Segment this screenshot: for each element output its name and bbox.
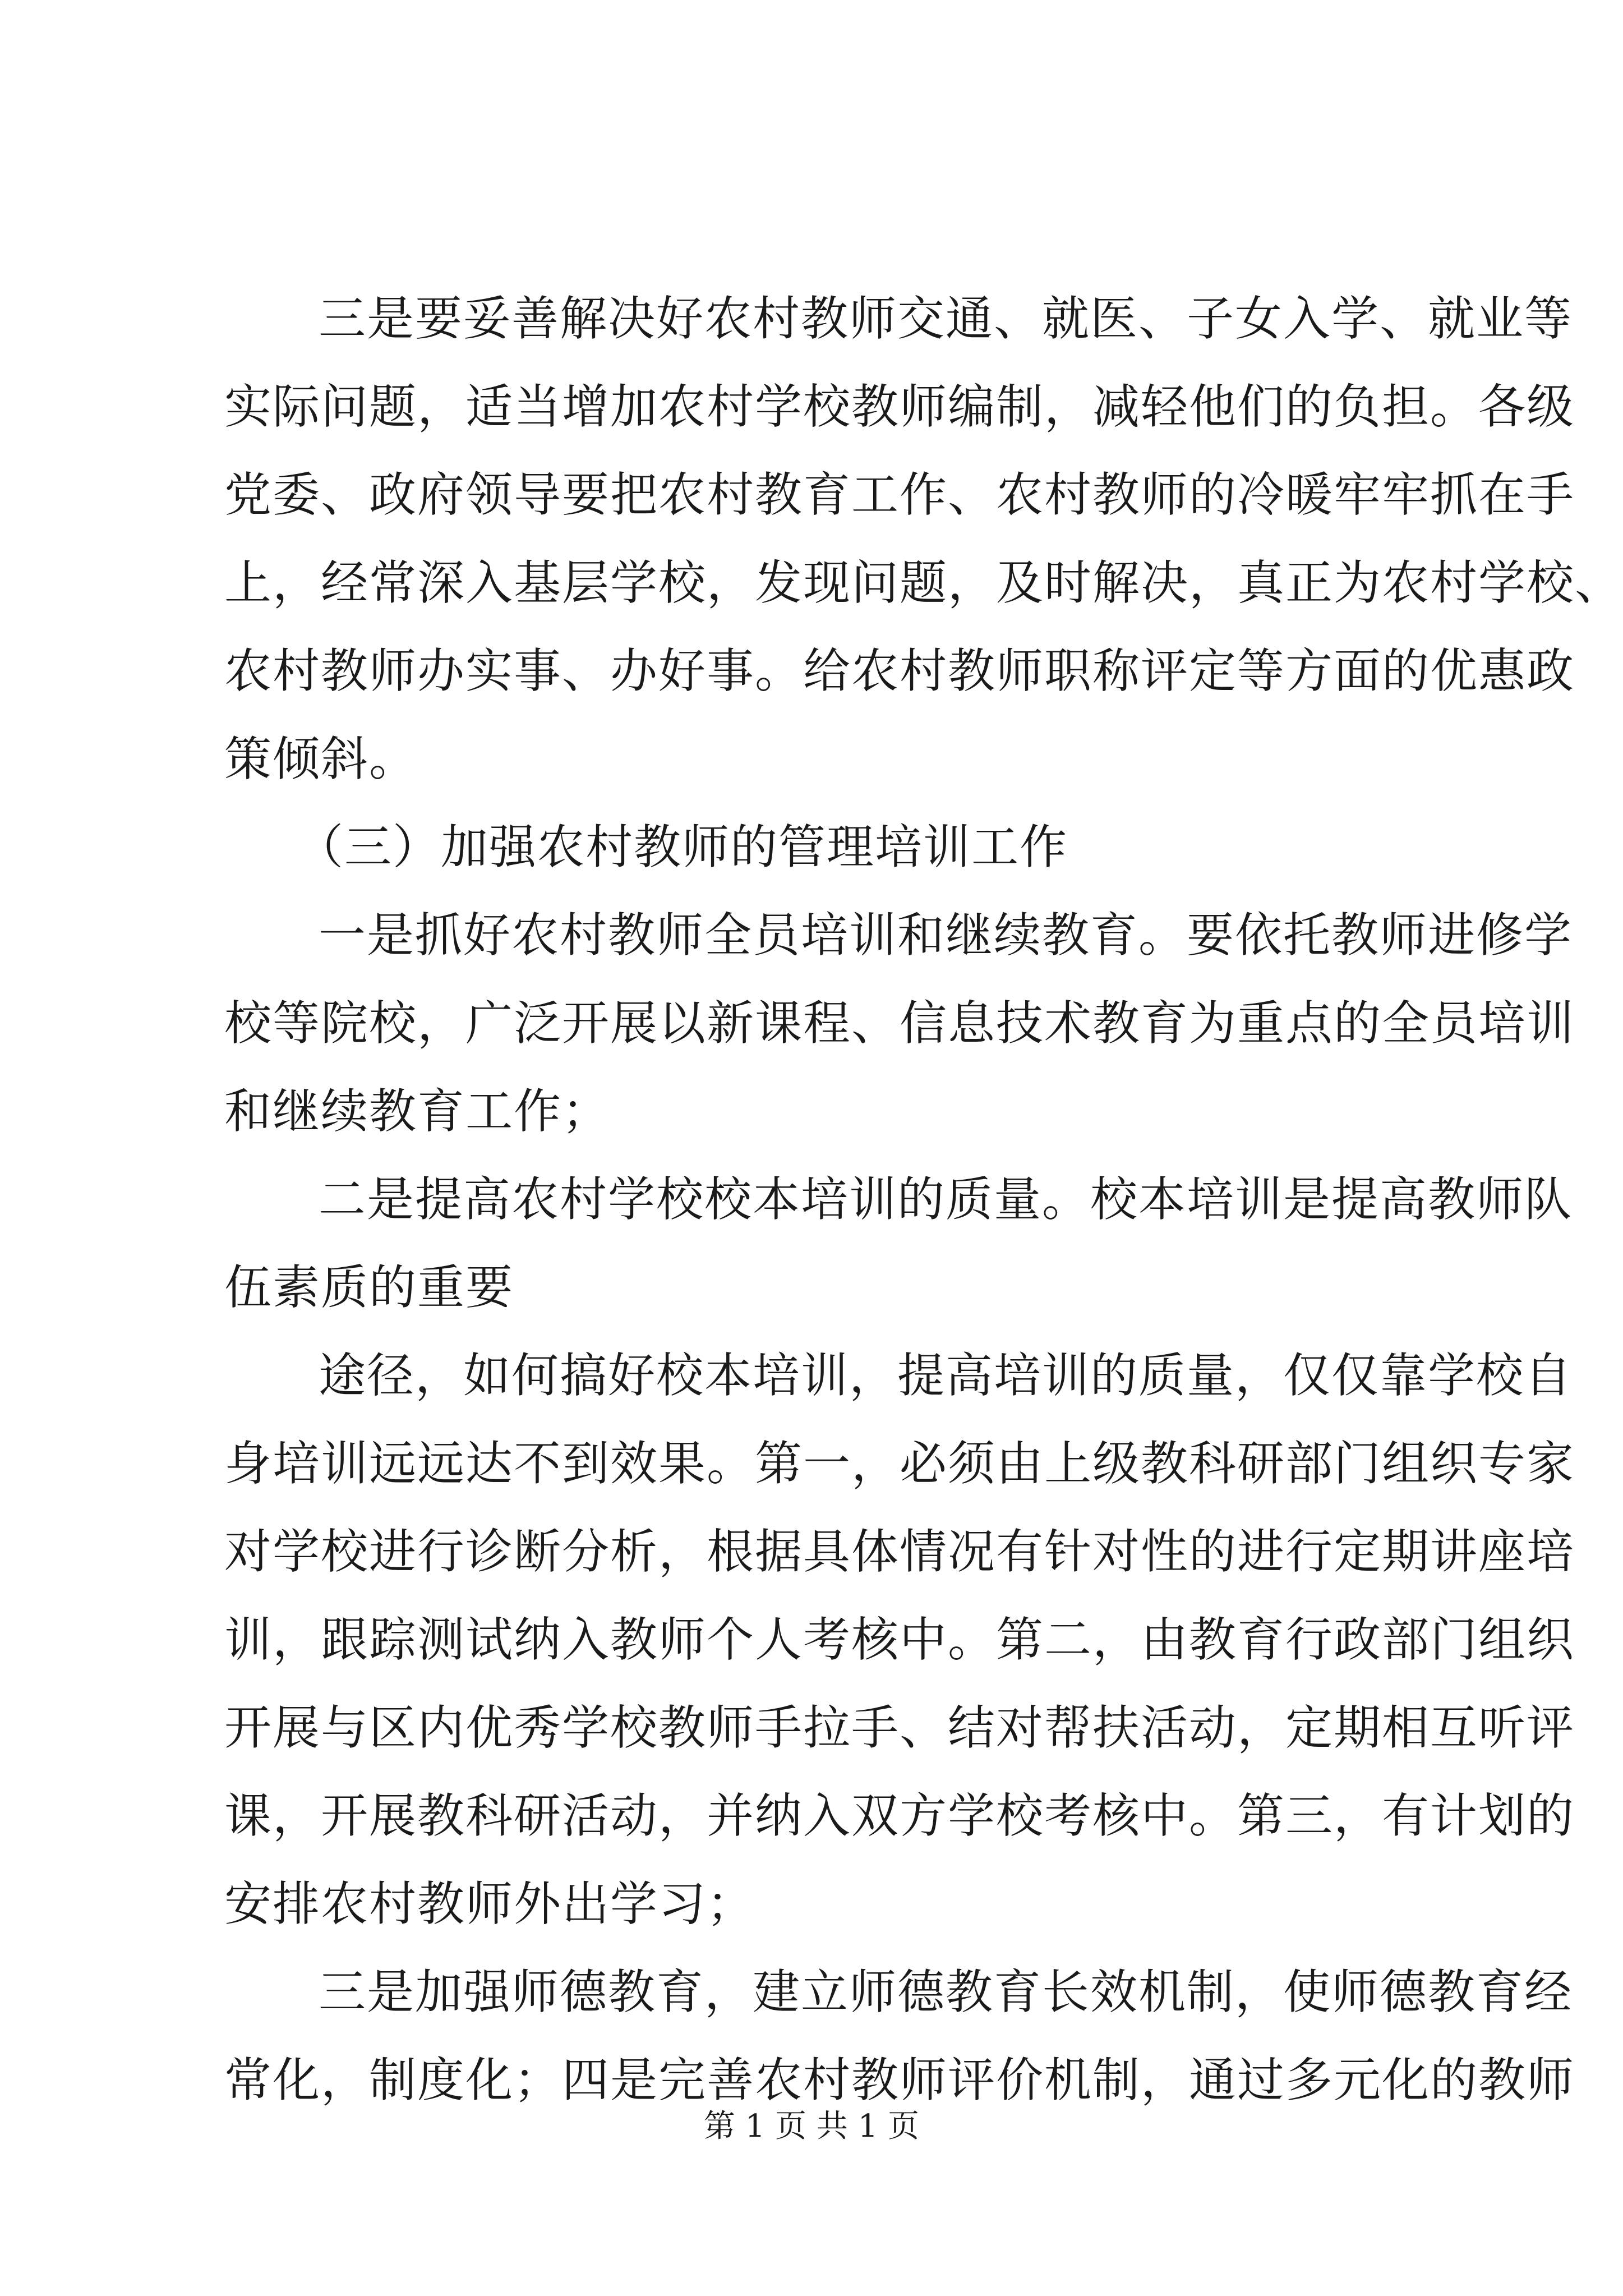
text-line: 实际问题，适当增加农村学校教师编制，减轻他们的负担。各级 [224,379,1575,434]
text-line: 二是提高农村学校校本培训的质量。校本培训是提高教师队 [319,1172,1573,1227]
text-line: 三是加强师德教育，建立师德教育长效机制，使师德教育经 [319,1964,1573,2019]
text-line: 农村教师办实事、办好事。给农村教师职称评定等方面的优惠政 [224,643,1575,698]
page-footer: 第 1 页 共 1 页 [703,2108,920,2145]
text-line: 策倾斜。 [224,731,418,786]
text-line: 开展与区内优秀学校教师手拉手、结对帮扶活动，定期相互听评 [224,1700,1575,1755]
text-line: 伍素质的重要 [224,1260,514,1315]
text-line: 一是抓好农村教师全员培训和继续教育。要依托教师进修学 [319,908,1573,963]
text-line: 身培训远远达不到效果。第一，必须由上级教科研部门组织专家 [224,1436,1575,1491]
text-line: 常化，制度化；四是完善农村教师评价机制，通过多元化的教师 [224,2053,1575,2108]
text-line: 训，跟踪测试纳入教师个人考核中。第二，由教育行政部门组织 [224,1612,1575,1667]
text-line: 上，经常深入基层学校，发现问题，及时解决，真正为农村学校、 [224,555,1623,610]
text-line: 校等院校，广泛开展以新课程、信息技术教育为重点的全员培训 [224,996,1575,1051]
text-line: 三是要妥善解决好农村教师交通、就医、子女入学、就业等 [319,291,1573,346]
text-line: 对学校进行诊断分析，根据具体情况有针对性的进行定期讲座培 [224,1524,1575,1579]
text-line: 和继续教育工作； [224,1084,611,1139]
text-line: 课，开展教科研活动，并纳入双方学校考核中。第三，有计划的 [224,1788,1575,1843]
text-line: （三）加强农村教师的管理培训工作 [296,820,1068,875]
text-line: 途径，如何搞好校本培训，提高培训的质量，仅仅靠学校自 [319,1348,1573,1403]
document-body [224,275,1623,2124]
text-line: 安排农村教师外出学习； [224,1876,755,1931]
text-line: 党委、政府领导要把农村教育工作、农村教师的冷暖牢牢抓在手 [224,467,1575,522]
